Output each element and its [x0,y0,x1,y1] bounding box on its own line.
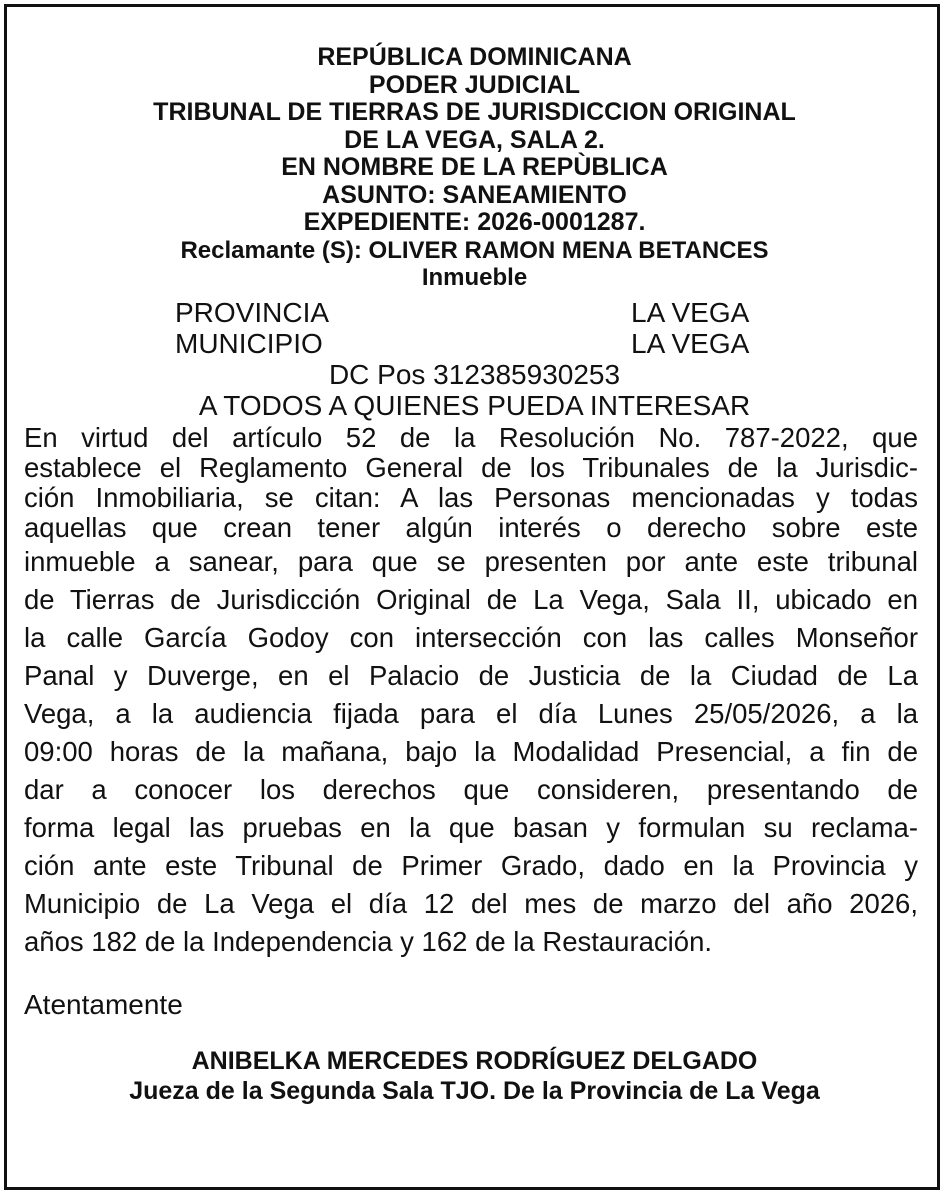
body-line: aquellas que crean tener algún interés o derecho sobre este [24,512,918,543]
republic-name-heading: EN NOMBRE DE LA REPÙBLICA [281,153,668,181]
body-line: Panal y Duverge, en el Palacio de Justicia de la Ciudad de La [24,660,918,691]
claimant-heading: Reclamante (S): OLIVER RAMON MENA BETANCES [180,236,769,264]
notice-body [24,423,918,961]
salutation: A TODOS A QUIENES PUEDA INTERESAR [198,390,751,421]
country-heading: REPÚBLICA DOMINICANA [317,43,632,71]
subject-heading: ASUNTO: SANEAMIENTO [322,180,627,209]
body-line: forma legal las pruebas en la que basan y formulan su reclama- [24,812,918,843]
branch-heading: PODER JUDICIAL [368,70,581,99]
body-line: dar a conocer los derechos que consideren, presentando de [24,774,918,805]
body-line: establece el Reglamento General de los Tribunales de la Jurisdic- [24,452,918,483]
signature-block [0,1046,949,1106]
municipio-value: LA VEGA [631,328,750,359]
notice-header [0,44,949,292]
body-line: Municipio de La Vega el día 12 del mes de marzo del año 2026, [24,888,918,919]
provincia-value: LA VEGA [631,297,750,328]
body-line: ción ante este Tribunal de Primer Grado, dado en la Provincia y [24,850,918,881]
body-line: la calle García Godoy con intersección con las calles Monseñor [24,622,918,653]
judge-title: Jueza de la Segunda Sala TJO. De la Provincia de La Vega [129,1077,820,1105]
body-line: años 182 de la Independencia y 162 de la Restauración. [24,926,713,957]
tribunal-heading: TRIBUNAL DE TIERRAS DE JURISDICCION ORIGINAL [153,98,796,126]
judge-name: ANIBELKA MERCEDES RODRÍGUEZ DELGADO [191,1047,758,1075]
closing-text: Atentamente [24,989,183,1020]
dc-position: DC Pos 312385930253 [328,359,621,390]
tribunal-location-heading: DE LA VEGA, SALA 2. [344,125,605,154]
body-line: Vega, a la audiencia fijada para el día Lunes 25/05/2026, a la [24,698,918,729]
case-number-heading: EXPEDIENTE: 2026-0001287. [303,208,646,236]
body-line: ción Inmobiliaria, se citan: A las Personas mencionadas y todas [24,482,918,513]
property-heading: Inmueble [421,264,528,291]
municipio-label: MUNICIPIO [175,328,323,359]
body-line: 09:00 horas de la mañana, bajo la Modalidad Presencial, a fin de [24,736,918,767]
provincia-label: PROVINCIA [175,297,330,328]
body-line: inmueble a sanear, para que se presenten por ante este tribunal [24,546,918,577]
body-line: En virtud del artículo 52 de la Resolución No. 787-2022, que [24,422,918,453]
body-line: de Tierras de Jurisdicción Original de La Vega, Sala II, ubicado en [24,584,918,615]
